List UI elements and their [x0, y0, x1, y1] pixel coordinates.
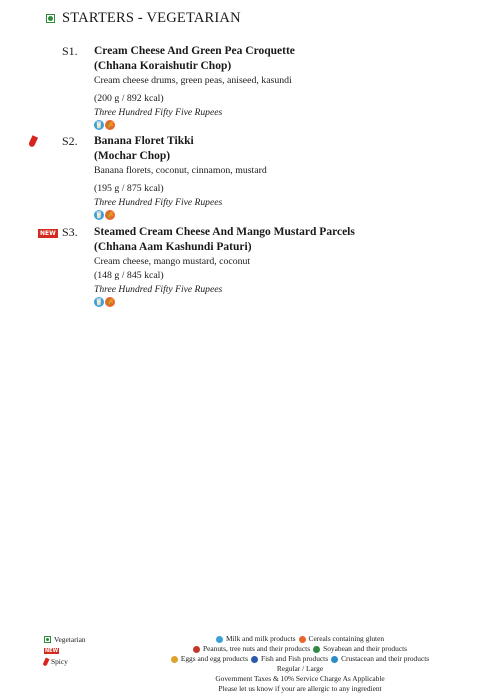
legend-allergy-note: Please let us know if your are allergic to any ingredient: [218, 684, 382, 693]
fish-allergen-icon: [251, 656, 258, 663]
egg-allergen-icon: [171, 656, 178, 663]
milk-allergen-icon: [216, 636, 223, 643]
item-local-name: (Chhana Koraishutir Chop): [94, 60, 232, 72]
new-badge-icon: NEW: [40, 230, 56, 237]
gluten-allergen-icon: 🌾: [105, 121, 115, 129]
section-title: STARTERS - VEGETARIAN: [62, 10, 241, 26]
item-price: Three Hundred Fifty Five Rupees: [94, 197, 223, 208]
item-description: Banana florets, coconut, cinnamon, mustard: [94, 165, 267, 176]
item-name: Cream Cheese And Green Pea Croquette: [94, 45, 295, 57]
item-local-name: (Chhana Aam Kashundi Paturi): [94, 241, 252, 253]
legend-taxes: Government Taxes & 10% Service Charge As Applicable: [215, 674, 385, 683]
item-price: Three Hundred Fifty Five Rupees: [94, 107, 223, 118]
item-code: S1.: [62, 44, 78, 58]
item-description: Cream cheese drums, green peas, aniseed, kasundi: [94, 75, 292, 86]
gluten-allergen-icon: [299, 636, 306, 643]
new-badge-icon: NEW: [45, 647, 59, 654]
chili-icon: [28, 135, 38, 148]
legend-fish: Fish and Fish products: [260, 654, 329, 663]
item-quantity: (195 g / 875 kcal): [94, 183, 164, 194]
veg-mark-icon: [44, 636, 51, 643]
soy-allergen-icon: [313, 646, 320, 653]
item-allergens: [94, 120, 484, 130]
item-name: Steamed Cream Cheese And Mango Mustard Parcels: [94, 226, 355, 238]
legend-peanut: Peanuts, tree nuts and their products: [202, 644, 311, 653]
legend-egg: Eggs and egg products: [180, 654, 248, 663]
gluten-allergen-icon: 🌾: [105, 211, 115, 219]
milk-allergen-icon: 🥛: [94, 121, 104, 129]
milk-allergen-icon: 🥛: [94, 298, 104, 306]
crustacean-allergen-icon: [331, 656, 338, 663]
legend-gluten: Cereals containing gluten: [308, 634, 385, 643]
item-quantity: (200 g / 892 kcal): [94, 93, 164, 104]
peanut-allergen-icon: [193, 646, 200, 653]
legend-vegetarian: Vegetarian: [54, 634, 86, 644]
gluten-allergen-icon: 🌾: [105, 298, 115, 306]
item-description: Cream cheese, mango mustard, coconut: [94, 256, 251, 267]
chili-icon: [42, 657, 49, 666]
legend-portion: Regular / Large: [276, 664, 324, 673]
legend-crustacean: Crustacean and their products: [341, 654, 430, 663]
legend-symbols: [44, 634, 86, 667]
item-quantity: (148 g / 845 kcal): [94, 270, 164, 281]
item-code: S3.: [62, 225, 78, 239]
item-allergens: [94, 210, 484, 220]
milk-allergen-icon: 🥛: [94, 211, 104, 219]
item-allergens: [94, 297, 484, 307]
item-local-name: (Mochar Chop): [94, 150, 171, 162]
legend-soy: Soyabean and their products: [323, 644, 408, 653]
legend-milk: Milk and milk products: [225, 634, 296, 643]
veg-mark-icon: [46, 14, 55, 23]
legend-allergens: [110, 634, 490, 694]
legend-spicy: Spicy: [51, 656, 68, 666]
item-code: S2.: [62, 134, 78, 148]
item-name: Banana Floret Tikki: [94, 135, 194, 147]
item-price: Three Hundred Fifty Five Rupees: [94, 284, 223, 295]
